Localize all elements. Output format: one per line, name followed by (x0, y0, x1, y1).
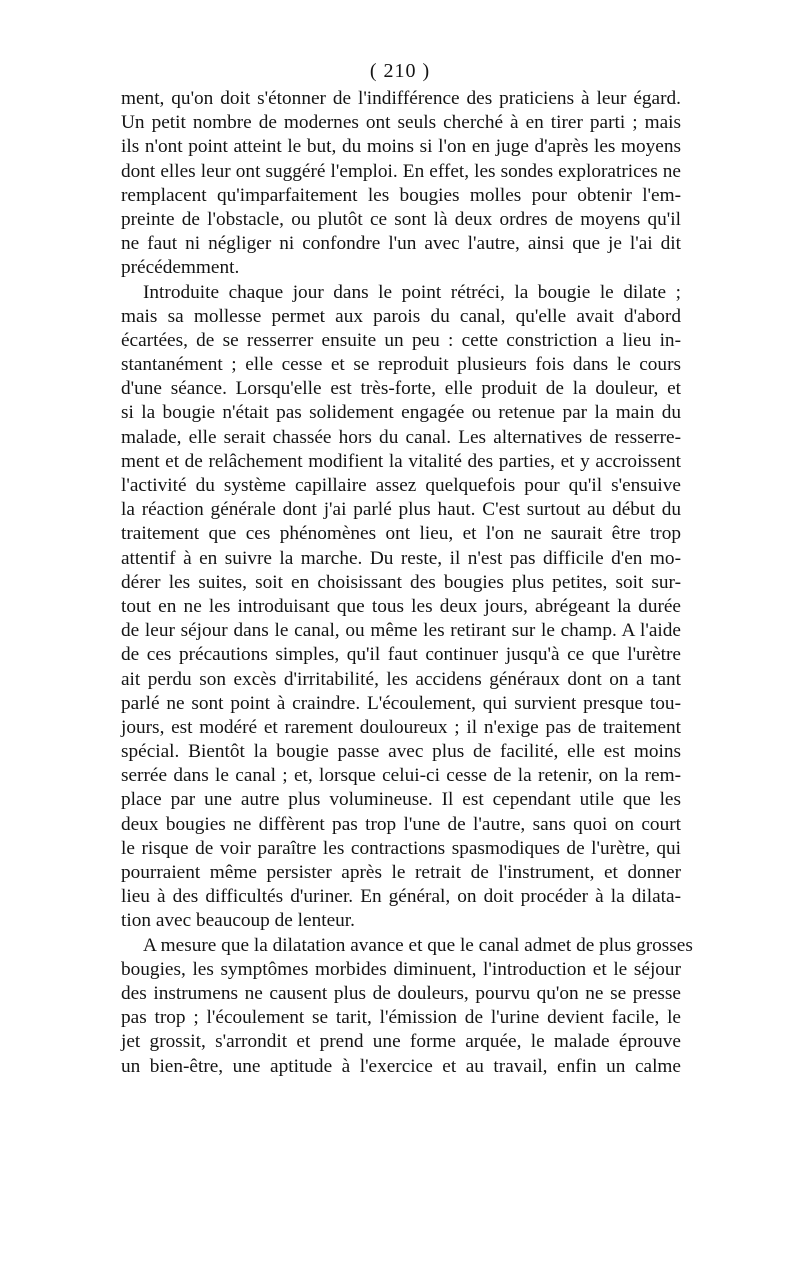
text-line: ait perdu son excès d'irritabilité, les accidens généraux dont on a tant (121, 668, 681, 690)
text-line: tion avec beaucoup de lenteur. (121, 910, 355, 932)
text-line: jours, est modéré et rarement douloureux ; il n'exige pas de traitement (121, 716, 681, 738)
paragraph (121, 281, 681, 934)
text-line: attentif à en suivre la marche. Du reste, il n'est pas difficile d'en mo- (121, 547, 681, 569)
text-line: ment, qu'on doit s'étonner de l'indifférence des praticiens à leur égard. (121, 88, 681, 109)
text-line: un bien-être, une aptitude à l'exercice et au travail, enfin un calme (121, 1055, 681, 1077)
text-line: la réaction générale dont j'ai parlé plus haut. C'est surtout au début du (121, 499, 681, 521)
text-line: remplacent qu'imparfaitement les bougies molles pour obtenir l'em- (121, 184, 681, 206)
text-line: Un petit nombre de modernes ont seuls cherché à en tirer parti ; mais (121, 112, 681, 134)
text-line: tout en ne les introduisant que tous les deux jours, abrégeant la durée (121, 595, 681, 617)
text-line: spécial. Bientôt la bougie passe avec plus de facilité, elle est moins (121, 741, 681, 763)
text-line: malade, elle serait chassée hors du canal. Les alternatives de resserre- (121, 426, 681, 448)
text-line: des instrumens ne causent plus de douleurs, pourvu qu'on ne se presse (121, 982, 681, 1004)
text-line: jet grossit, s'arrondit et prend une forme arquée, le malade éprouve (121, 1031, 681, 1053)
text-line: dérer les suites, soit en choisissant des bougies plus petites, soit sur- (121, 571, 681, 593)
text-line: bougies, les symptômes morbides diminuent, l'introduction et le séjour (121, 958, 681, 980)
text-line: de ces précautions simples, qu'il faut continuer jusqu'à ce que l'urètre (121, 644, 681, 666)
text-line: ment et de relâchement modifient la vitalité des parties, et y accroissent (121, 450, 681, 472)
text-line: lieu à des difficultés d'uriner. En général, on doit procéder à la dilata- (121, 886, 681, 908)
text-line: dont elles leur ont suggéré l'emploi. En effet, les sondes exploratrices ne (121, 160, 681, 182)
paragraph (121, 934, 693, 1079)
body-text (121, 87, 693, 1079)
text-line: ils n'ont point atteint le but, du moins si l'on en juge d'après les moyens (121, 136, 681, 158)
paragraph (121, 87, 681, 281)
text-line: A mesure que la dilatation avance et que le canal admet de plus grosses (143, 934, 693, 956)
page-number: ( 210 ) (369, 60, 431, 82)
text-line: deux bougies ne diffèrent pas trop l'une de l'autre, sans quoi on court (121, 813, 681, 835)
text-line: de leur séjour dans le canal, ou même les retirant sur le champ. A l'aide (121, 620, 681, 642)
text-line: place par une autre plus volumineuse. Il est cependant utile que les (121, 789, 681, 811)
text-line: serrée dans le canal ; et, lorsque celui-ci cesse de la retenir, on la rem- (121, 765, 681, 787)
text-line: pas trop ; l'écoulement se tarit, l'émission de l'urine devient facile, le (121, 1007, 681, 1029)
text-line: si la bougie n'était pas solidement engagée ou retenue par la main du (121, 402, 681, 424)
text-line: traitement que ces phénomènes ont lieu, et l'on ne saurait être trop (121, 523, 681, 545)
text-line: Introduite chaque jour dans le point rétréci, la bougie le dilate ; (143, 281, 681, 303)
text-line: le risque de voir paraître les contractions spasmodiques de l'urètre, qui (121, 837, 681, 859)
text-line: preinte de l'obstacle, ou plutôt ce sont là deux ordres de moyens qu'il (121, 208, 681, 230)
text-line: mais sa mollesse permet aux parois du canal, qu'elle avait d'abord (121, 305, 681, 327)
text-line: parlé ne sont point à craindre. L'écoulement, qui survient presque tou- (121, 692, 681, 714)
text-line: ne faut ni négliger ni confondre l'un avec l'autre, ainsi que je l'ai dit (121, 233, 681, 255)
text-line: pourraient même persister après le retrait de l'instrument, et donner (121, 862, 681, 883)
text-line: précédemment. (121, 257, 240, 279)
text-line: écartées, de se resserrer ensuite un peu : cette constriction a lieu in- (121, 329, 681, 351)
text-line: d'une séance. Lorsqu'elle est très-forte, elle produit de la douleur, et (121, 378, 681, 400)
text-line: l'activité du système capillaire assez quelquefois pour qu'il s'ensuive (121, 475, 681, 496)
text-line: stantanément ; elle cesse et se reproduit plusieurs fois dans le cours (121, 354, 681, 376)
